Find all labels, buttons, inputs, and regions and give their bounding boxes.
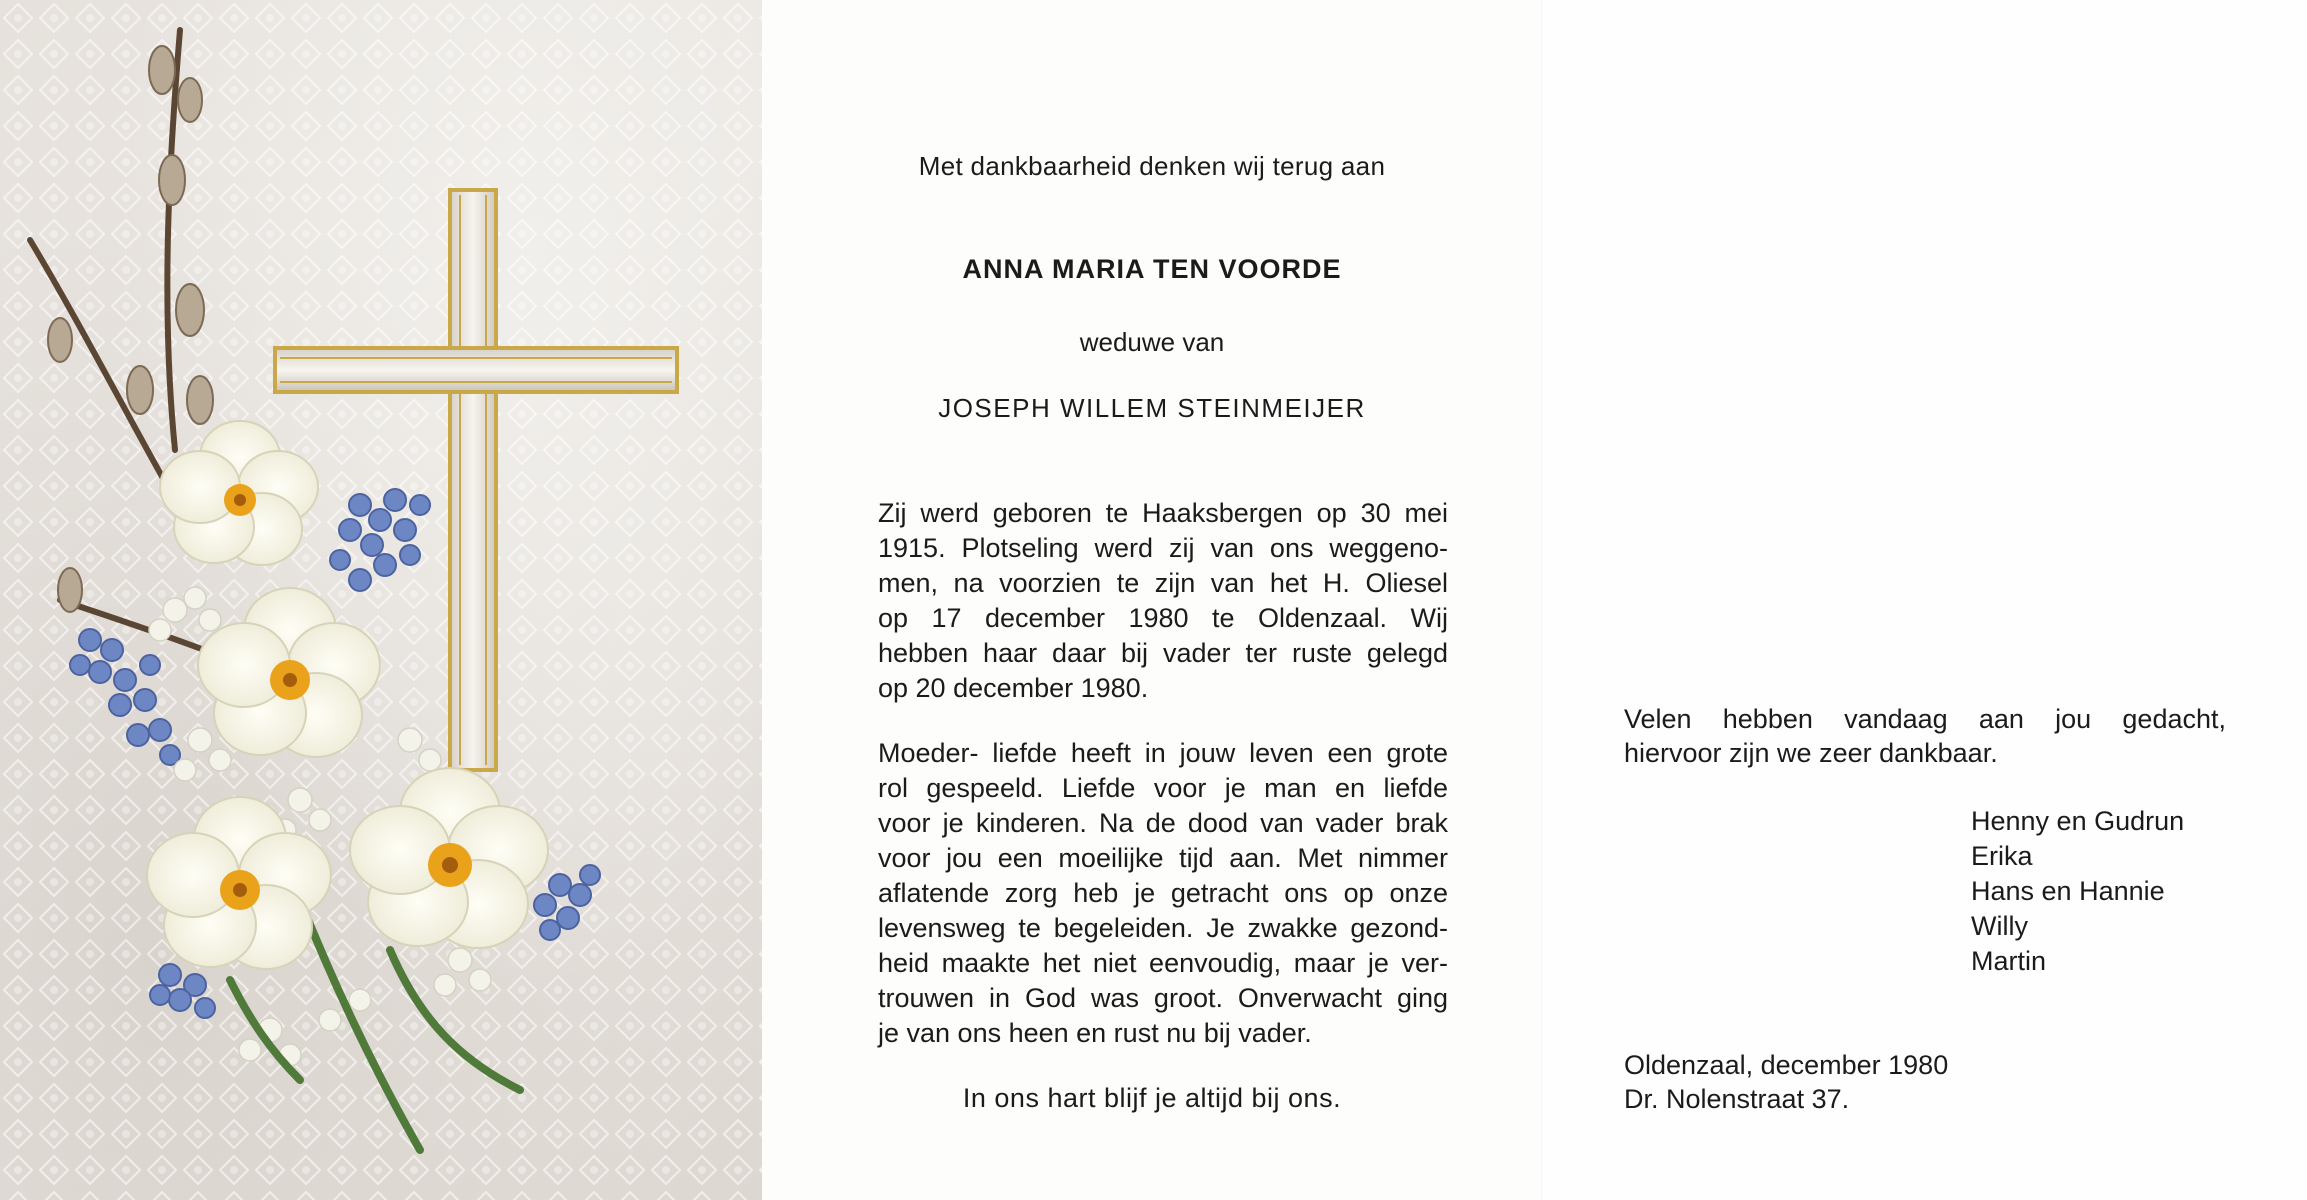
text-line: levensweg te begeleiden. Je zwakke gezond-	[878, 913, 1448, 943]
place-date: Oldenzaal, december 1980	[1624, 1050, 1949, 1080]
text-line: Zij werd geboren te Haaksbergen op 30 mei	[878, 498, 1448, 528]
cross-and-flowers-illustration	[0, 0, 762, 1200]
text-line: 1915. Plotseling werd zij van ons weggeno-	[878, 533, 1448, 563]
memorial-text-page	[762, 0, 1542, 1200]
thanks-text	[1624, 702, 2226, 770]
text-line: rol gespeeld. Liefde voor je man en liefde	[878, 773, 1448, 803]
text-line: hebben haar daar bij vader ter ruste gelegd	[878, 638, 1448, 668]
biography-paragraph	[878, 496, 1448, 706]
tribute-paragraph	[878, 736, 1448, 1051]
closing-line: In ons hart blijf je altijd bij ons.	[962, 1083, 1342, 1113]
husband-name: JOSEPH WILLEM STEINMEIJER	[938, 393, 1366, 423]
signer-name: Hans en Hannie	[1971, 876, 2165, 906]
text-line: trouwen in God was groot. Onverwacht ging	[878, 983, 1448, 1013]
intro-line: Met dankbaarheid denken wij terug aan	[918, 151, 1386, 181]
text-line: Velen hebben vandaag aan jou gedacht,	[1624, 704, 2226, 734]
widow-of-line: weduwe van	[1079, 327, 1225, 357]
text-line: voor jou een moeilijke tijd aan. Met nimmer	[878, 843, 1448, 873]
text-line: hiervoor zijn we zeer dankbaar.	[1624, 738, 1998, 768]
signer-name: Henny en Gudrun	[1971, 806, 2185, 836]
text-line: heid maakte het niet eenvoudig, maar je ver-	[878, 948, 1448, 978]
memorial-photo	[0, 0, 762, 1200]
signer-name: Erika	[1971, 841, 2033, 871]
place-and-address	[1624, 1048, 2226, 1116]
address: Dr. Nolenstraat 37.	[1624, 1084, 1850, 1114]
text-line: voor je kinderen. Na de dood van vader brak	[878, 808, 1448, 838]
text-line: men, na voorzien te zijn van het H. Oliesel	[878, 568, 1448, 598]
text-line: aflatende zorg heb je getracht ons op onze	[878, 878, 1448, 908]
signer-name: Martin	[1971, 946, 2047, 976]
deceased-name: ANNA MARIA TEN VOORDE	[962, 254, 1342, 284]
text-line: Moeder- liefde heeft in jouw leven een grote	[878, 738, 1448, 768]
text-line: je van ons heen en rust nu bij vader.	[878, 1018, 1312, 1048]
thanks-page	[1542, 0, 2307, 1200]
text-line: op 20 december 1980.	[878, 673, 1149, 703]
text-line: op 17 december 1980 te Oldenzaal. Wij	[878, 603, 1448, 633]
signer-name: Willy	[1971, 911, 2028, 941]
signers-list	[1971, 804, 2184, 979]
